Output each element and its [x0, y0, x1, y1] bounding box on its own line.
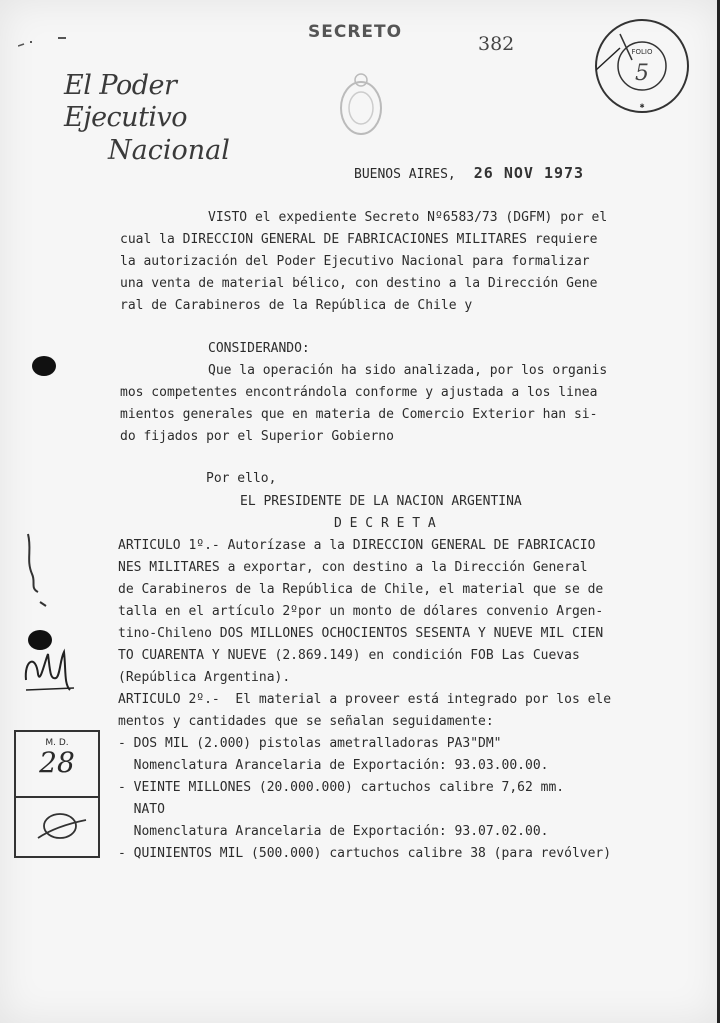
letterhead-line2: Nacional — [108, 134, 230, 166]
date-stamp: 26 NOV 1973 — [473, 164, 585, 182]
articulo1-line: TO CUARENTA Y NUEVE (2.869.149) en condición FOB Las Cuevas — [118, 648, 580, 663]
seal-folio-label: FOLIO — [631, 48, 653, 56]
date-place: BUENOS AIRES, — [354, 167, 456, 182]
articulo2-line: Nomenclatura Arancelaria de Exportación: 93.07.02.00. — [118, 824, 549, 839]
md-initials-signature — [16, 798, 98, 858]
margin-initial-signature — [18, 530, 58, 610]
articulo2-line: - QUINIENTOS MIL (500.000) cartuchos calibre 38 (para revólver) — [118, 846, 612, 861]
md-registry-box — [14, 730, 100, 858]
considerando-heading: CONSIDERANDO: — [208, 341, 310, 356]
articulo2-line: ARTICULO 2º.- El material a proveer está integrado por los ele — [118, 692, 612, 707]
considerando-line: mientos generales que en materia de Comercio Exterior han si- — [120, 407, 598, 422]
letterhead-line1: El Poder Ejecutivo — [64, 70, 188, 134]
articulo2-line: - VEINTE MILLONES (20.000.000) cartuchos calibre 7,62 mm. — [118, 780, 565, 795]
articulo1-line: ARTICULO 1º.- Autorízase a la DIRECCION GENERAL DE FABRICACIO — [118, 538, 596, 553]
punch-hole — [32, 356, 56, 376]
articulo1-line: talla en el artículo 2ºpor un monto de dólares convenio Argen- — [118, 604, 604, 619]
folio-number: 382 — [478, 33, 515, 55]
margin-signature — [20, 640, 80, 700]
articulo1-line: tino-Chileno DOS MILLONES OCHOCIENTOS SESENTA Y NUEVE MIL CIEN — [118, 626, 604, 641]
decreta-heading: D E C R E T A — [334, 516, 436, 531]
md-label: M. D. — [45, 738, 69, 748]
ministry-seal-stamp — [590, 14, 694, 122]
articulo1-line: (República Argentina). — [118, 670, 291, 685]
md-box-top — [16, 732, 98, 798]
seal-star-icon: ✱ — [639, 101, 645, 110]
pencil-marks — [18, 34, 78, 54]
seal-folio-value: 5 — [635, 61, 649, 86]
visto-line: VISTO el expediente Secreto Nº6583/73 (DGFM) por el — [208, 210, 608, 225]
articulo1-line: NES MILITARES a exportar, con destino a la Dirección General — [118, 560, 588, 575]
considerando-line: do fijados por el Superior Gobierno — [120, 429, 394, 444]
por-ello: Por ello, — [206, 471, 277, 486]
letterhead — [64, 70, 264, 167]
visto-line: una venta de material bélico, con destino a la Dirección Gene — [120, 276, 598, 291]
visto-line: la autorización del Poder Ejecutivo Nacional para formalizar — [120, 254, 590, 269]
national-emblem-icon — [336, 70, 386, 140]
articulo2-line: NATO — [118, 802, 165, 817]
articulo1-line: de Carabineros de la República de Chile, el material que se de — [118, 582, 604, 597]
considerando-line: mos competentes encontrándola conforme y ajustada a los linea — [120, 385, 598, 400]
date-line — [354, 164, 584, 182]
considerando-line: Que la operación ha sido analizada, por los organis — [208, 363, 608, 378]
visto-line: ral de Carabineros de la República de Chile y — [120, 298, 473, 313]
articulo2-line: - DOS MIL (2.000) pistolas ametralladoras PA3"DM" — [118, 736, 502, 751]
md-number: 28 — [39, 746, 75, 779]
articulo2-line: mentos y cantidades que se señalan seguidamente: — [118, 714, 494, 729]
president-heading: EL PRESIDENTE DE LA NACION ARGENTINA — [240, 494, 522, 509]
classification-stamp: SECRETO — [308, 22, 403, 42]
articulo2-line: Nomenclatura Arancelaria de Exportación: 93.03.00.00. — [118, 758, 549, 773]
visto-line: cual la DIRECCION GENERAL DE FABRICACIONES MILITARES requiere — [120, 232, 598, 247]
